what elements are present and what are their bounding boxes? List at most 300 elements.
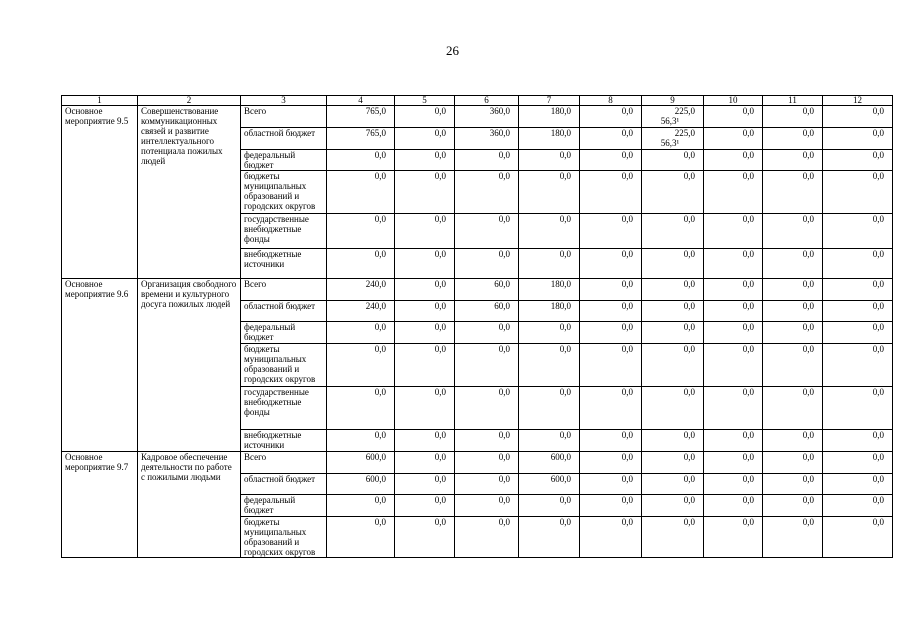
amount-cell [704,106,763,128]
amount-value: 180,0 [550,301,571,311]
amount-value: 0,0 [742,249,754,259]
amount-cell [327,452,395,474]
amount-cell [823,171,893,214]
amount-cell [704,249,763,279]
amount-cell [763,322,823,344]
amount-cell [455,387,519,430]
amount-cell [580,279,642,301]
amount-value: 0,0 [683,452,695,462]
amount-value: 0,0 [434,495,446,505]
amount-cell [580,474,642,495]
amount-footnote: 56,3¹ [660,138,680,148]
amount-cell [455,452,519,474]
amount-value: 0,0 [872,301,884,311]
amount-cell [455,128,519,150]
amount-value: 0,0 [742,128,754,138]
funding-source: бюджеты муниципальных образований и городских округов [241,344,327,387]
amount-value: 0,0 [872,171,884,181]
amount-value: 0,0 [872,430,884,440]
amount-cell [519,322,580,344]
measure-title: Совершенствование коммуникационных связей и развитие интеллектуального потенциала пожилых людей [138,106,241,279]
amount-cell [823,344,893,387]
amount-value: 0,0 [802,474,814,484]
amount-value: 0,0 [802,430,814,440]
amount-value: 0,0 [742,387,754,397]
amount-cell [704,128,763,150]
amount-cell [642,322,704,344]
amount-value: 0,0 [434,344,446,354]
amount-value: 0,0 [872,344,884,354]
amount-value: 0,0 [498,495,510,505]
amount-cell [580,430,642,452]
amount-value: 0,0 [498,387,510,397]
amount-cell [395,387,455,430]
amount-value: 0,0 [434,106,446,116]
amount-cell [455,214,519,249]
amount-value: 600,0 [365,452,386,462]
amount-cell [823,249,893,279]
amount-value: 0,0 [498,430,510,440]
funding-source: внебюджетные источники [241,430,327,452]
column-header: 8 [580,96,642,106]
amount-value: 0,0 [802,517,814,527]
amount-value: 0,0 [872,322,884,332]
amount-value: 0,0 [434,279,446,289]
amount-value: 0,0 [742,214,754,224]
amount-value: 0,0 [621,344,633,354]
amount-cell [519,430,580,452]
amount-cell [327,301,395,322]
amount-value: 0,0 [802,322,814,332]
amount-value: 0,0 [559,430,571,440]
amount-cell [704,452,763,474]
amount-value: 0,0 [872,387,884,397]
amount-value: 0,0 [742,474,754,484]
amount-value: 0,0 [683,249,695,259]
column-header: 1 [62,96,138,106]
amount-value: 0,0 [374,322,386,332]
amount-cell [395,474,455,495]
amount-value: 0,0 [621,452,633,462]
amount-value: 0,0 [872,150,884,160]
amount-value: 0,0 [802,344,814,354]
amount-value: 0,0 [872,495,884,505]
amount-cell [327,387,395,430]
amount-cell [395,106,455,128]
amount-value: 0,0 [742,279,754,289]
amount-cell [395,495,455,517]
amount-cell [395,301,455,322]
amount-cell [823,322,893,344]
amount-cell [519,495,580,517]
amount-value: 0,0 [742,452,754,462]
table-body [62,106,893,558]
amount-value: 0,0 [498,249,510,259]
amount-value: 0,0 [802,495,814,505]
amount-cell [823,387,893,430]
column-header: 5 [395,96,455,106]
amount-value: 0,0 [434,249,446,259]
amount-value: 360,0 [489,128,510,138]
amount-cell [580,150,642,171]
amount-value: 0,0 [498,171,510,181]
amount-value: 0,0 [559,214,571,224]
amount-value: 0,0 [872,106,884,116]
amount-value: 0,0 [742,344,754,354]
amount-value: 0,0 [434,214,446,224]
funding-source: областной бюджет [241,301,327,322]
amount-value: 0,0 [742,301,754,311]
amount-value: 0,0 [802,452,814,462]
amount-cell [704,171,763,214]
amount-value: 0,0 [742,106,754,116]
amount-value: 0,0 [872,517,884,527]
amount-value: 765,0 [365,128,386,138]
amount-cell [327,495,395,517]
amount-value: 0,0 [434,301,446,311]
amount-cell [823,214,893,249]
amount-cell [763,171,823,214]
amount-footnote: 56,3¹ [660,116,680,126]
amount-cell [704,430,763,452]
amount-cell [763,452,823,474]
amount-value: 0,0 [498,214,510,224]
amount-value: 0,0 [498,150,510,160]
amount-cell [395,517,455,558]
amount-cell [519,128,580,150]
amount-value: 0,0 [434,150,446,160]
amount-cell [642,279,704,301]
amount-cell [763,279,823,301]
amount-cell [642,214,704,249]
amount-cell [580,387,642,430]
amount-cell [395,344,455,387]
amount-cell [327,106,395,128]
amount-cell [642,301,704,322]
amount-value: 0,0 [374,495,386,505]
column-header: 6 [455,96,519,106]
amount-value: 0,0 [621,430,633,440]
amount-cell [580,517,642,558]
amount-cell [519,214,580,249]
amount-cell [642,517,704,558]
amount-cell [327,474,395,495]
amount-cell [580,128,642,150]
amount-value: 0,0 [498,322,510,332]
amount-cell [704,387,763,430]
measure-code: Основное мероприятие 9.6 [62,279,138,452]
amount-cell [704,301,763,322]
amount-value: 0,0 [559,150,571,160]
amount-cell [519,344,580,387]
amount-cell [455,150,519,171]
amount-value: 0,0 [621,322,633,332]
amount-cell [642,106,704,128]
amount-cell [763,430,823,452]
funding-source: государственные внебюджетные фонды [241,214,327,249]
amount-value: 0,0 [621,249,633,259]
amount-value: 0,0 [742,495,754,505]
amount-value: 0,0 [374,344,386,354]
column-header: 11 [763,96,823,106]
amount-value: 0,0 [434,474,446,484]
amount-cell [580,249,642,279]
table-row [62,279,893,301]
amount-cell [763,387,823,430]
amount-value: 0,0 [742,430,754,440]
amount-value: 0,0 [683,344,695,354]
amount-cell [763,214,823,249]
amount-cell [519,171,580,214]
amount-cell [763,106,823,128]
amount-value: 0,0 [374,249,386,259]
amount-cell [519,150,580,171]
amount-value: 0,0 [802,301,814,311]
amount-value: 0,0 [683,387,695,397]
amount-cell [455,474,519,495]
amount-value: 0,0 [559,171,571,181]
amount-cell [519,106,580,128]
amount-cell [704,495,763,517]
amount-value: 0,0 [559,517,571,527]
amount-value: 0,0 [621,128,633,138]
amount-cell [642,128,704,150]
amount-cell [642,430,704,452]
amount-value: 0,0 [802,171,814,181]
amount-cell [704,344,763,387]
column-header: 7 [519,96,580,106]
amount-value: 0,0 [498,452,510,462]
amount-value: 0,0 [802,214,814,224]
amount-value: 0,0 [498,517,510,527]
amount-value: 0,0 [434,430,446,440]
amount-value: 0,0 [374,214,386,224]
amount-cell [823,474,893,495]
amount-value: 0,0 [872,474,884,484]
amount-cell [455,279,519,301]
amount-cell [327,249,395,279]
amount-value: 60,0 [494,279,510,289]
amount-value: 0,0 [559,249,571,259]
amount-value: 0,0 [802,150,814,160]
amount-value: 0,0 [621,517,633,527]
amount-value: 0,0 [683,430,695,440]
amount-value: 0,0 [683,301,695,311]
amount-cell [642,452,704,474]
amount-cell [519,517,580,558]
amount-value: 0,0 [872,279,884,289]
amount-value: 0,0 [559,495,571,505]
amount-value: 0,0 [683,171,695,181]
amount-cell [642,150,704,171]
amount-value: 0,0 [802,106,814,116]
amount-cell [395,322,455,344]
amount-cell [823,150,893,171]
column-header: 12 [823,96,893,106]
amount-value: 60,0 [494,301,510,311]
amount-value: 0,0 [621,150,633,160]
amount-cell [455,301,519,322]
column-header: 9 [642,96,704,106]
funding-source: Всего [241,106,327,128]
amount-cell [704,474,763,495]
amount-cell [327,344,395,387]
amount-cell [327,430,395,452]
amount-cell [327,214,395,249]
funding-source: Всего [241,452,327,474]
amount-value: 0,0 [683,517,695,527]
amount-cell [642,171,704,214]
amount-value: 0,0 [621,106,633,116]
amount-value: 0,0 [621,387,633,397]
amount-cell [642,495,704,517]
amount-cell [580,452,642,474]
amount-value: 0,0 [802,387,814,397]
amount-cell [642,474,704,495]
amount-cell [519,279,580,301]
amount-cell [327,171,395,214]
amount-value: 0,0 [621,214,633,224]
funding-source: областной бюджет [241,128,327,150]
amount-value: 0,0 [434,128,446,138]
amount-value: 0,0 [683,495,695,505]
amount-value: 0,0 [621,495,633,505]
column-header: 4 [327,96,395,106]
amount-value: 600,0 [550,474,571,484]
amount-value: 0,0 [802,249,814,259]
amount-value: 0,0 [498,344,510,354]
amount-value: 0,0 [559,387,571,397]
funding-source: внебюджетные источники [241,249,327,279]
amount-value: 600,0 [365,474,386,484]
amount-cell [823,301,893,322]
amount-cell [763,128,823,150]
funding-source: Всего [241,279,327,301]
funding-source: федеральный бюджет [241,322,327,344]
amount-cell [823,106,893,128]
amount-cell [580,301,642,322]
amount-value: 0,0 [374,387,386,397]
amount-cell [327,150,395,171]
amount-cell [455,344,519,387]
amount-cell [580,322,642,344]
amount-value: 0,0 [559,322,571,332]
page-number: 26 [446,43,459,58]
measure-title: Организация свободного времени и культурного досуга пожилых людей [138,279,241,452]
amount-value: 0,0 [683,474,695,484]
amount-value: 0,0 [742,322,754,332]
amount-value: 600,0 [550,452,571,462]
amount-cell [395,150,455,171]
amount-cell [823,128,893,150]
amount-value: 0,0 [872,452,884,462]
table-row [62,106,893,128]
amount-value: 0,0 [374,430,386,440]
amount-value: 240,0 [365,301,386,311]
amount-value: 0,0 [802,128,814,138]
amount-cell [823,495,893,517]
amount-cell [704,322,763,344]
amount-value: 0,0 [742,150,754,160]
amount-value: 0,0 [621,301,633,311]
amount-cell [704,517,763,558]
amount-cell [823,279,893,301]
amount-cell [395,214,455,249]
amount-value: 0,0 [374,517,386,527]
amount-value: 765,0 [365,106,386,116]
amount-cell [455,171,519,214]
funding-source: бюджеты муниципальных образований и городских округов [241,171,327,214]
amount-cell [823,517,893,558]
amount-value: 0,0 [434,517,446,527]
amount-cell [395,452,455,474]
amount-cell [519,249,580,279]
amount-cell [455,430,519,452]
amount-value: 0,0 [498,474,510,484]
amount-cell [327,322,395,344]
column-header: 3 [241,96,327,106]
amount-value: 0,0 [742,171,754,181]
amount-cell [395,171,455,214]
amount-cell [327,279,395,301]
amount-value: 0,0 [621,171,633,181]
column-header: 2 [138,96,241,106]
amount-cell [455,249,519,279]
amount-cell [519,387,580,430]
amount-cell [519,301,580,322]
amount-cell [455,322,519,344]
amount-value: 0,0 [802,279,814,289]
amount-cell [823,430,893,452]
amount-cell [763,344,823,387]
amount-cell [580,344,642,387]
amount-cell [395,249,455,279]
amount-value: 0,0 [559,344,571,354]
measure-code: Основное мероприятие 9.5 [62,106,138,279]
amount-cell [580,495,642,517]
amount-cell [395,128,455,150]
amount-cell [704,150,763,171]
amount-cell [642,249,704,279]
amount-cell [642,387,704,430]
table-row [62,452,893,474]
funding-source: бюджеты муниципальных образований и городских округов [241,517,327,558]
amount-value: 0,0 [621,474,633,484]
amount-cell [519,474,580,495]
amount-cell [704,279,763,301]
column-header: 10 [704,96,763,106]
amount-value: 0,0 [872,249,884,259]
amount-cell [395,430,455,452]
measure-title: Кадровое обеспечение деятельности по работе с пожилыми людьми [138,452,241,558]
amount-value: 180,0 [550,128,571,138]
amount-value: 0,0 [742,517,754,527]
amount-value: 0,0 [434,171,446,181]
amount-cell [704,214,763,249]
amount-cell [327,517,395,558]
amount-value: 360,0 [489,106,510,116]
amount-value: 240,0 [365,279,386,289]
amount-value: 225,0 [674,128,695,138]
amount-value: 0,0 [683,150,695,160]
amount-cell [763,495,823,517]
amount-cell [455,495,519,517]
amount-cell [763,517,823,558]
budget-table [61,95,893,558]
amount-cell [580,171,642,214]
measure-code: Основное мероприятие 9.7 [62,452,138,558]
amount-value: 0,0 [621,279,633,289]
